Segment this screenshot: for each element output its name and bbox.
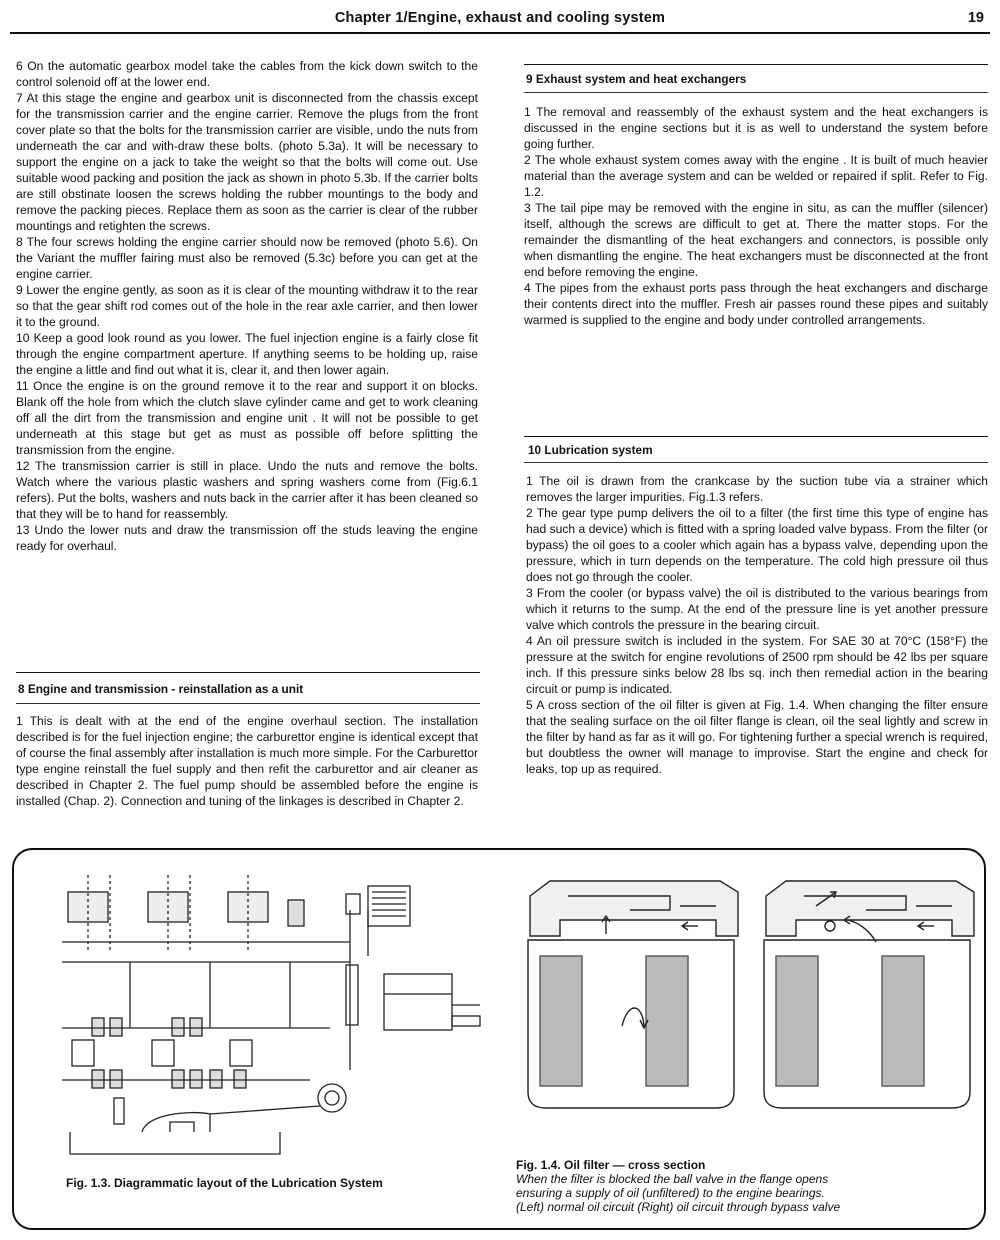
fig-1-3-title: Fig. 1.3. Diagrammatic layout of the Lubrication System <box>66 1176 383 1190</box>
lubrication-system-diagram <box>50 870 490 1170</box>
section-8-body <box>16 713 478 809</box>
header-divider <box>10 32 990 34</box>
paragraph: 10 Keep a good look round as you lower. The fuel injection engine is a fairly close fit through the engine compartment aperture. If anything seems to be holding up, raise the engine a little and find out what it is, clear it, and then lower again. <box>16 331 478 377</box>
paragraph: 2 The whole exhaust system comes away with the engine . It is built of much heavier material than the average system and can be welded or repaired if split. Refer to Fig. 1.2. <box>524 153 988 199</box>
paragraph: 4 The pipes from the exhaust ports pass through the heat exchangers and discharge their contents direct into the muffler. Fresh air passes round these pipes and suitably warmed is supplied to the engine and body under controlled arrangements. <box>524 281 988 327</box>
section-divider-top <box>524 436 988 437</box>
section-9-heading: 9 Exhaust system and heat exchangers <box>526 72 747 86</box>
section-divider-bottom <box>524 92 988 93</box>
paragraph: 13 Undo the lower nuts and draw the transmission off the studs leaving the engine ready for overhaul. <box>16 523 478 553</box>
section-divider-bottom <box>524 462 988 463</box>
fig-1-4-caption <box>516 1158 840 1214</box>
page-number: 19 <box>967 10 984 26</box>
section-10-body <box>526 473 988 777</box>
oil-filter-normal-diagram <box>520 876 744 1114</box>
section-9-body <box>524 104 988 328</box>
paragraph: 3 The tail pipe may be removed with the engine in situ, as can the muffler (silencer) itself, although the screws are difficult to get at. There the matter stops. For the remainder the dismantling of the heat exchangers and connectors, is possible only when dismantling the engine. The heat exchangers must be disconnected at the front end before removing the engine. <box>524 201 988 279</box>
paragraph: 6 On the automatic gearbox model take the cables from the kick down switch to the control solenoid off at the lower end. <box>16 59 478 89</box>
paragraph: 9 Lower the engine gently, as soon as it is clear of the mounting withdraw it to the rear so that the gear shift rod comes out of the hole in the rear axle carrier, and then lower it to the ground. <box>16 283 478 329</box>
section-10-heading: 10 Lubrication system <box>528 443 653 457</box>
paragraph: 11 Once the engine is on the ground remove it to the rear and support it on blocks. Blank off the hole from which the clutch slave cylinder came and get to work cleaning off all the dirt from the transmission and engine unit . It will not be possible to get underneath at this stage but get as must as possible off before splitting the transmission from the engine. <box>16 379 478 457</box>
section-divider-top <box>16 672 480 673</box>
paragraph: 8 The four screws holding the engine carrier should now be removed (photo 5.6). On the Variant the muffler fairing must also be removed (5.3c) before you can get at the engine carrier. <box>16 235 478 281</box>
fig-1-4-line: (Left) normal oil circuit (Right) oil circuit through bypass valve <box>516 1200 841 1214</box>
paragraph: 12 The transmission carrier is still in place. Undo the nuts and remove the bolts. Watch where the various plastic washers and spring washers come from (Fig.6.1 refers). Put the bolts, washers and nuts back in the carrier after it has been cleaned so that they will be to hand for reassembly. <box>16 459 478 521</box>
fig-1-4-title: Fig. 1.4. Oil filter — cross section <box>516 1158 706 1172</box>
paragraph: 5 A cross section of the oil filter is given at Fig. 1.4. When changing the filter ensure that the sealing surface on the oil filter flange is clean, oil the seal lightly and screw in the filter by hand as far as it will go. For tightening further a special wrench is required, but doubtless the owner will manage to improvise. Start the engine and check for leaks, top up as required. <box>526 698 988 776</box>
fig-1-4-line: When the filter is blocked the ball valve in the flange opens <box>516 1172 829 1186</box>
section-divider-bottom <box>16 703 480 704</box>
section-divider-top <box>524 64 988 65</box>
paragraph: 4 An oil pressure switch is included in the system. For SAE 30 at 70°C (158°F) the pressure at the switch for engine revolutions of 2500 rpm should be 42 lbs per square inch. If this pressure sinks below 28 lbs sq. inch then remedial action in the bearing circuit or pump is indicated. <box>526 634 988 696</box>
fig-1-4-line: ensuring a supply of oil (unfiltered) to the engine bearings. <box>516 1186 825 1200</box>
paragraph: 1 The removal and reassembly of the exhaust system and the heat exchangers is discussed in the engine sections but it is as well to understand the system before going further. <box>524 105 988 151</box>
paragraph: 1 This is dealt with at the end of the engine overhaul section. The installation described is for the fuel injection engine; the carburettor engine is identical except that of course the final assembly after installation is much more simple. For the Carburettor type engine reinstall the fuel supply and then refit the carburettor and air cleaner as described in Chapter 2. The fuel pump should be assembled before the engine is installed (Chap. 2). Connection and tuning of the linkages is described in Chapter 2. <box>16 714 478 808</box>
page-header <box>10 8 990 34</box>
oil-filter-bypass-diagram <box>756 876 980 1114</box>
left-column <box>16 58 478 554</box>
paragraph: 7 At this stage the engine and gearbox unit is disconnected from the chassis except for the transmission carrier and the engine carrier. Remove the plugs from the front cover plate so that the bolts for the transmission carrier are visible, undo the nuts from underneath the car and with-draw these bolts. (photo 5.3a). It will be necessary to support the engine on a jack to take the weight so that the bolts will come out. Use suitable wood packing and position the jack as shown in photo 5.3b. If the carrier bolts are still obstinate loosen the screws holding the rubber mountings to the body and remove the packing pieces. Replace them as soon as the carrier is clear of the rubber mountings and retighten the screws. <box>16 91 478 233</box>
paragraph: 3 From the cooler (or bypass valve) the oil is distributed to the various bearings from which it returns to the sump. At the end of the pressure line is yet another pressure valve which controls the pressure in the bearing circuit. <box>526 586 988 632</box>
section-8-heading: 8 Engine and transmission - reinstallation as a unit <box>18 682 304 696</box>
paragraph: 1 The oil is drawn from the crankcase by the suction tube via a strainer which removes the larger impurities. Fig.1.3 refers. <box>526 474 988 504</box>
paragraph: 2 The gear type pump delivers the oil to a filter (the first time this type of engine has had such a device) which is fitted with a spring loaded valve bypass. From the filter (or bypass) the oil goes to a cooler which again has a bypass valve, depending upon the pressure, which in turn depends on the temperature. The cold high pressure oil thus does not go through the cooler. <box>526 506 988 584</box>
chapter-title: Chapter 1/Engine, exhaust and cooling system <box>334 10 666 26</box>
fig-1-3-caption <box>66 1176 383 1190</box>
